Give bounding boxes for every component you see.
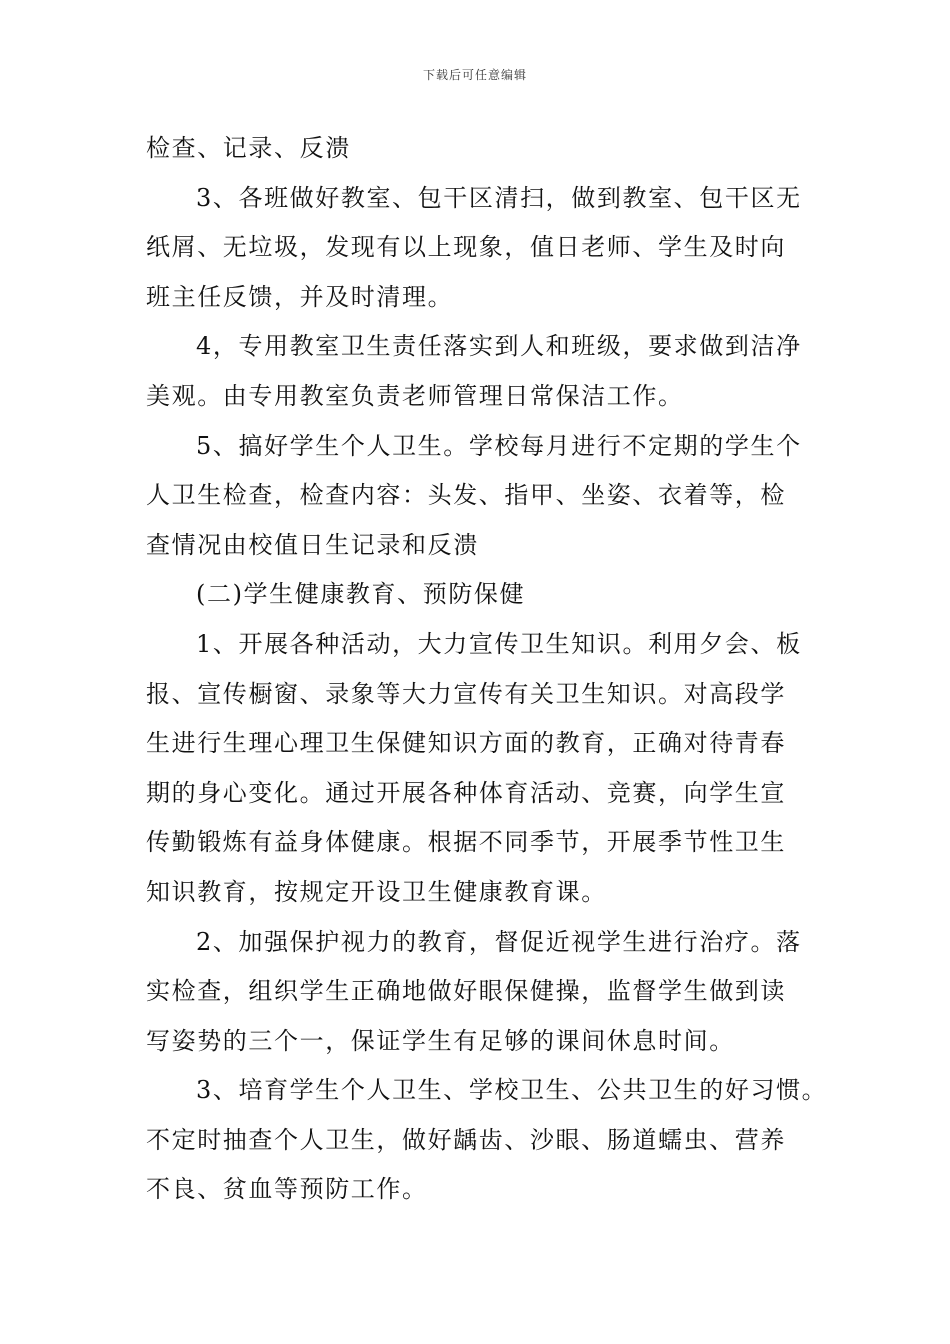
text-line: 不良、贫血等预防工作。 xyxy=(146,1175,428,1204)
text-line: 5、搞好学生个人卫生。学校每月进行不定期的学生个 xyxy=(196,431,802,460)
text-line: 期的身心变化。通过开展各种体育活动、竞赛，向学生宣 xyxy=(146,778,786,807)
text-line: 班主任反馈，并及时清理。 xyxy=(146,282,454,311)
text-line: 写姿势的三个一，保证学生有足够的课间休息时间。 xyxy=(146,1026,735,1055)
text-line: 不定时抽查个人卫生，做好龋齿、沙眼、肠道蠕虫、营养 xyxy=(146,1125,786,1154)
page-header: 下载后可任意编辑 xyxy=(422,68,527,82)
section-heading: (二)学生健康教育、预防保健 xyxy=(196,580,526,609)
text-line: 生进行生理心理卫生保健知识方面的教育，正确对待青春 xyxy=(146,729,786,758)
text-line: 1、开展各种活动，大力宣传卫生知识。利用夕会、板 xyxy=(196,629,802,658)
text-line: 传勤锻炼有益身体健康。根据不同季节，开展季节性卫生 xyxy=(146,828,786,857)
text-line: 检查、记录、反溃 xyxy=(146,134,351,162)
text-line: 查情况由校值日生记录和反溃 xyxy=(146,530,479,559)
text-line: 人卫生检查，检查内容：头发、指甲、坐姿、衣着等，检 xyxy=(146,481,786,510)
text-line: 美观。由专用教室负责老师管理日常保洁工作。 xyxy=(146,381,684,410)
text-line: 报、宣传橱窗、录象等大力宣传有关卫生知识。对高段学 xyxy=(146,679,786,708)
text-line: 实检查，组织学生正确地做好眼保健操，监督学生做到读 xyxy=(146,977,786,1006)
text-line: 2、加强保护视力的教育，督促近视学生进行治疗。落 xyxy=(196,927,802,956)
document-body xyxy=(146,124,828,1215)
text-line: 3、培育学生个人卫生、学校卫生、公共卫生的好习惯。 xyxy=(196,1076,828,1105)
text-line: 纸屑、无垃圾，发现有以上现象，值日老师、学生及时向 xyxy=(146,233,786,262)
text-line: 知识教育，按规定开设卫生健康教育课。 xyxy=(146,877,607,906)
text-line: 3、各班做好教室、包干区清扫，做到教室、包干区无 xyxy=(196,183,802,212)
text-line: 4，专用教室卫生责任落实到人和班级，要求做到洁净 xyxy=(196,332,802,361)
